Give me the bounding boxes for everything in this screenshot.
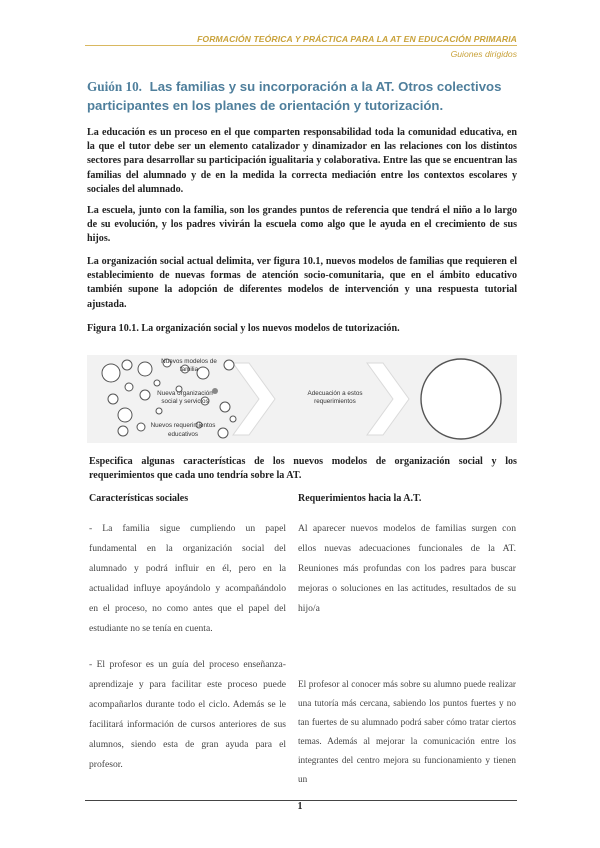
guide-title	[87, 77, 517, 115]
column-header-requirements: Requerimientos hacia la A.T.	[298, 493, 422, 504]
page-number: 1	[297, 801, 303, 812]
table-cell-requirement-1: Al aparecer nuevos modelos de familias surgen con ellos nuevas adecuaciones funcionales de la AT. Reuniones más profundas con los padres para buscar mejoras o soluciones en las actitudes, resultados de su hijo/a	[298, 523, 516, 614]
bubble	[122, 360, 132, 370]
column-header-social: Características sociales	[89, 493, 189, 504]
label-adaptation-2: requerimientos	[314, 398, 356, 405]
bubble	[220, 402, 230, 412]
bubble	[212, 388, 218, 394]
header-divider	[85, 45, 517, 46]
header-subtitle: Guiones dirigidos	[450, 49, 517, 59]
label-social-org-1: Nueva organización	[157, 390, 213, 397]
bubble	[156, 408, 162, 414]
bubble	[118, 408, 132, 422]
bubble	[197, 367, 209, 379]
header-course-title: FORMACIÓN TEÓRICA Y PRÁCTICA PARA LA AT EN EDUCACIÓN PRIMARIA	[197, 34, 517, 44]
bubble	[224, 360, 234, 370]
table-cell-social-1: - La familia sigue cumpliendo un papel fundamental en la organización social del alumnado y podrá influir en él, pero en la actualidad influye apoyándolo y acompañándolo en el proceso, no como antes que el papel del estudiante no se tenía en cuenta.	[89, 523, 286, 634]
label-family-models-1: Nuevos modelos de	[161, 358, 217, 365]
guide-number: Guión 10.	[87, 79, 142, 94]
label-edu-req-1: Nuevos requerimientos	[150, 422, 216, 429]
figure-caption: Figura 10.1. La organización social y los nuevos modelos de tutorización.	[87, 323, 400, 334]
bubble	[140, 390, 150, 400]
bubble	[118, 426, 128, 436]
figure-diagram	[87, 355, 517, 443]
guide-title-text: Las familias y su incorporación a la AT. Otros colectivos participantes en los planes de orientación y tutorización.	[87, 79, 502, 113]
label-edu-req-2: educativos	[167, 431, 199, 438]
bubble	[108, 394, 118, 404]
exercise-question: Especifica algunas características de los nuevos modelos de organización social y los requerimientos que cada uno tendría sobre la AT.	[89, 456, 517, 482]
bubble	[230, 416, 236, 422]
bubble	[154, 380, 160, 386]
paragraph-2: La escuela, junto con la familia, son los grandes puntos de referencia que tendrá el niño a lo largo de su evolución, y los padres vivirán la escuela como algo que le ayuda en el crecimiento de sus hijos.	[87, 205, 517, 245]
bubble	[125, 383, 133, 391]
table-cell-requirement-2: El profesor al conocer más sobre su alumno puede realizar una tutoría más cercana, sabiendo los puntos fuertes y no tan fuertes de su alumnado podrá saber cómo tratar ciertos temas. Además al mejorar la comunicación entre los integrantes del centro mejora su funcionamiento y tienen un	[298, 679, 516, 784]
paragraph-1: La educación es un proceso en el que comparten responsabilidad toda la comunidad educativa, en la que el tutor debe ser un elemento catalizador y dinamizador en las relaciones con los distintos sectores para desarrollar su participación igualitaria y colaborativa. Entre las que se encuentran las familias del alumnado y de en la medida la correcta mediación entre los contextos escolares y sociales del alumnado.	[87, 127, 517, 195]
bubble	[218, 428, 228, 438]
target-circle	[421, 359, 501, 439]
table-cell-social-2: - El profesor es un guía del proceso enseñanza-aprendizaje y para facilitar este proceso puede acompañarlos durante todo el ciclo. Además se le facilitará información de cursos anteriores de sus alumnos, siendo esta de gran ayuda para el profesor.	[89, 659, 286, 770]
bubble	[137, 423, 145, 431]
label-family-models-2: familia	[179, 366, 199, 373]
chevron-arrow-1	[233, 363, 275, 435]
chevron-arrow-2	[367, 363, 409, 435]
bubble	[102, 364, 120, 382]
label-social-org-2: social y servicios	[161, 398, 209, 405]
bubble	[138, 362, 152, 376]
paragraph-3: La organización social actual delimita, ver figura 10.1, nuevos modelos de familias que requieren el establecimiento de nuevas formas de atención socio-comunitaria, que en el ámbito educativo también supone la adopción de diferentes modelos de intervención y una respuesta tutorial ajustada.	[87, 256, 517, 310]
label-adaptation-1: Adecuación a estos	[307, 390, 363, 397]
